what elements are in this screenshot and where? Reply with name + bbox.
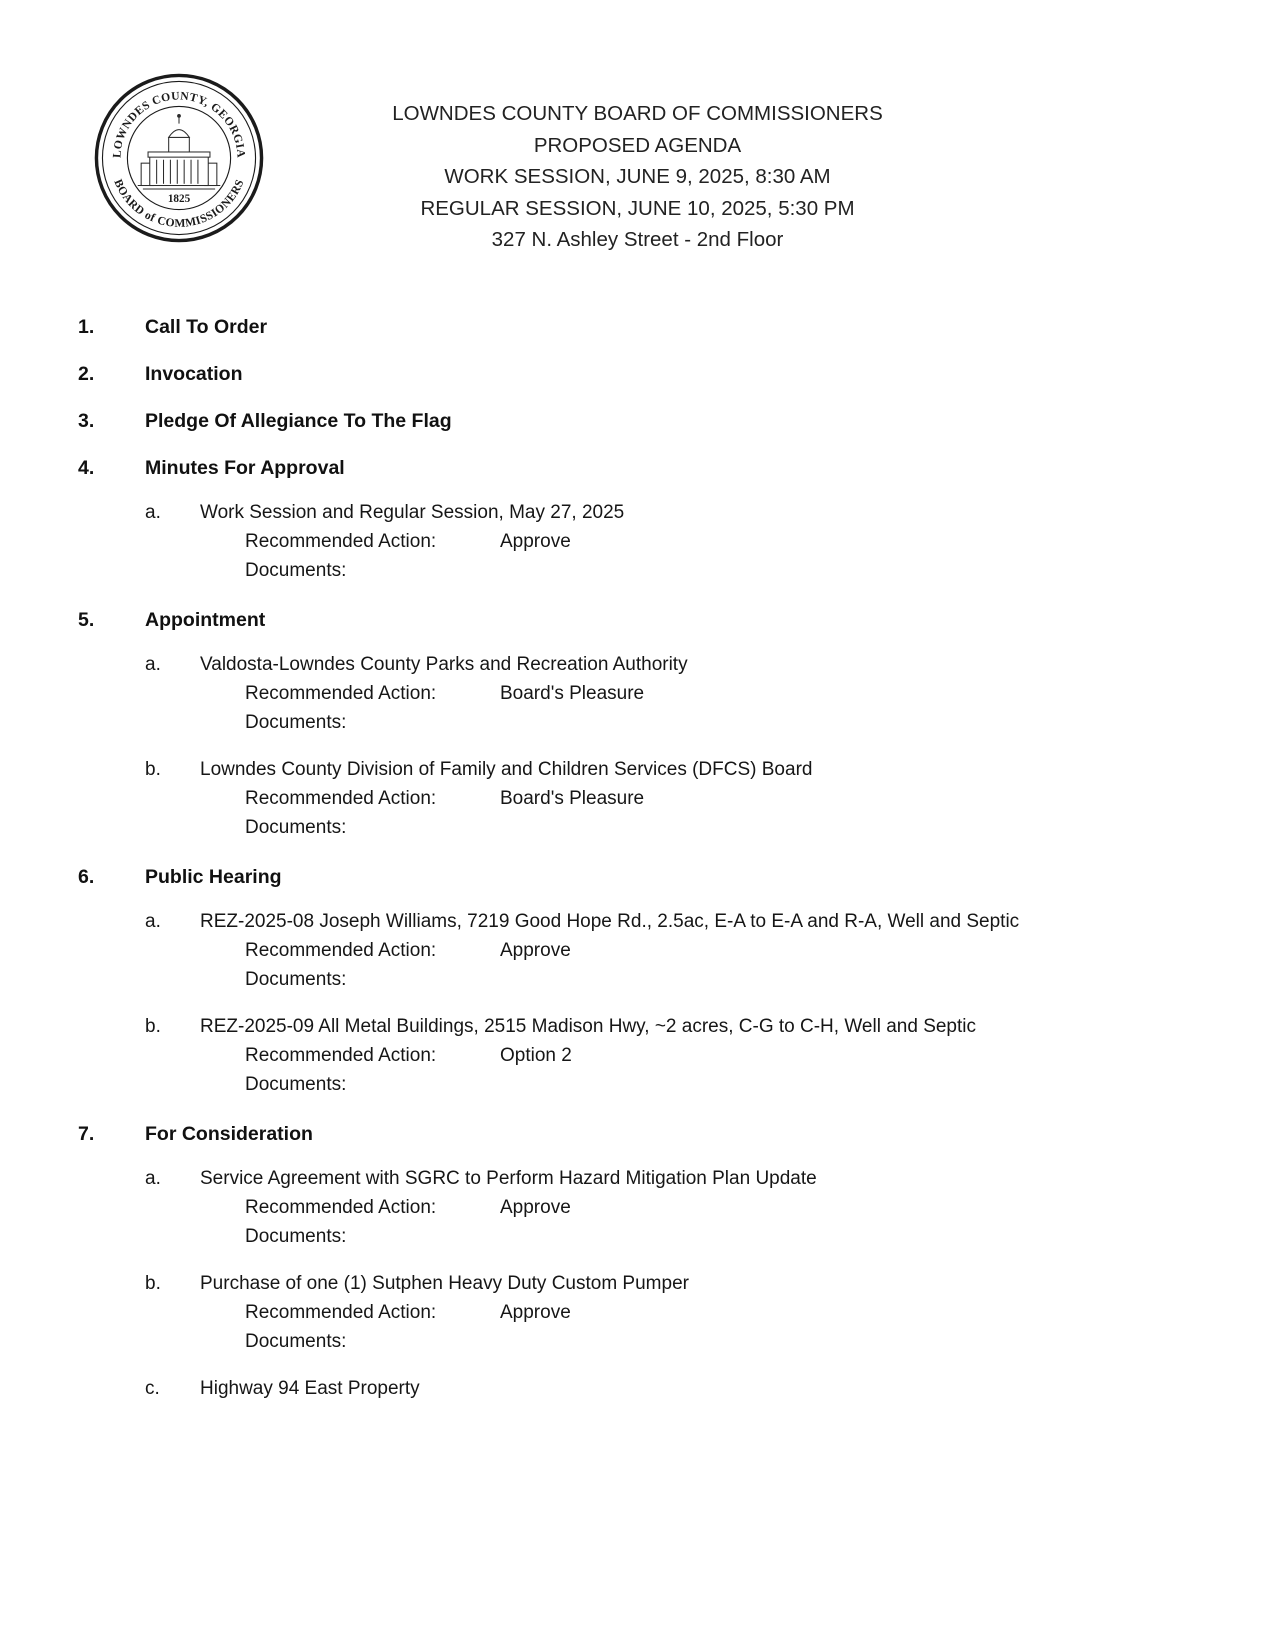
agenda-item xyxy=(78,362,1115,386)
recommended-action-row xyxy=(200,1193,1115,1222)
subitem-letter: b. xyxy=(145,1272,161,1294)
county-seal xyxy=(93,72,265,244)
seal-year: 1825 xyxy=(167,192,191,205)
agenda-subitem xyxy=(145,1164,1115,1251)
item-number: 7. xyxy=(78,1122,95,1145)
recommended-action-label: Recommended Action: xyxy=(245,1301,437,1323)
agenda-body xyxy=(0,256,1275,1403)
agenda-subitem xyxy=(145,1269,1115,1356)
documents-row xyxy=(200,556,1115,585)
recommended-action-value: Board's Pleasure xyxy=(500,787,645,809)
agenda-item xyxy=(78,1122,1115,1146)
documents-row xyxy=(200,1327,1115,1356)
recommended-action-label: Recommended Action: xyxy=(245,1196,437,1218)
recommended-action-row xyxy=(200,936,1115,965)
agenda-item xyxy=(78,456,1115,480)
agenda-item xyxy=(78,865,1115,889)
subitem-letter: a. xyxy=(145,910,161,932)
recommended-action-value: Approve xyxy=(500,1196,571,1218)
recommended-action-label: Recommended Action: xyxy=(245,530,437,552)
header-line: 327 N. Ashley Street - 2nd Floor xyxy=(491,228,784,251)
subitem-letter: b. xyxy=(145,1015,161,1037)
documents-row xyxy=(200,1222,1115,1251)
documents-label: Documents: xyxy=(245,968,347,990)
recommended-action-row xyxy=(200,784,1115,813)
subitem-text: Purchase of one (1) Sutphen Heavy Duty Custom Pumper xyxy=(200,1272,689,1294)
subitem-letter: a. xyxy=(145,653,161,675)
item-number: 6. xyxy=(78,865,95,888)
item-title: Invocation xyxy=(145,362,243,385)
item-number: 5. xyxy=(78,608,95,631)
recommended-action-value: Option 2 xyxy=(500,1044,572,1066)
recommended-action-label: Recommended Action: xyxy=(245,1044,437,1066)
agenda-item xyxy=(78,409,1115,433)
subitem-text: Valdosta-Lowndes County Parks and Recreation Authority xyxy=(200,653,688,675)
recommended-action-row xyxy=(200,1041,1115,1070)
subitem-text: Lowndes County Division of Family and Children Services (DFCS) Board xyxy=(200,758,813,780)
subitem-letter: c. xyxy=(145,1377,160,1399)
subitem-text: Work Session and Regular Session, May 27, 2025 xyxy=(200,501,625,523)
recommended-action-label: Recommended Action: xyxy=(245,682,437,704)
seal-top-text: LOWNDES COUNTY, GEORGIA xyxy=(110,89,248,159)
agenda-subitem xyxy=(145,1374,1115,1403)
documents-row xyxy=(200,1070,1115,1099)
recommended-action-row xyxy=(200,1298,1115,1327)
agenda-subitem xyxy=(145,755,1115,842)
subitem-text: REZ-2025-09 All Metal Buildings, 2515 Madison Hwy, ~2 acres, C-G to C-H, Well and Septic xyxy=(200,1015,976,1037)
agenda-subitem xyxy=(145,907,1115,994)
header-line: LOWNDES COUNTY BOARD OF COMMISSIONERS xyxy=(392,102,883,125)
recommended-action-label: Recommended Action: xyxy=(245,939,437,961)
recommended-action-value: Approve xyxy=(500,1301,571,1323)
documents-row xyxy=(200,813,1115,842)
agenda-subitem xyxy=(145,1012,1115,1099)
header-line: PROPOSED AGENDA xyxy=(533,133,742,157)
item-number: 4. xyxy=(78,456,95,479)
subitem-text: Service Agreement with SGRC to Perform Hazard Mitigation Plan Update xyxy=(200,1167,817,1189)
subitem-text: REZ-2025-08 Joseph Williams, 7219 Good Hope Rd., 2.5ac, E-A to E-A and R-A, Well and Septic xyxy=(200,910,1020,932)
recommended-action-value: Approve xyxy=(500,939,571,961)
county-seal-graphic xyxy=(93,72,265,244)
documents-label: Documents: xyxy=(245,1330,347,1352)
item-title: Call To Order xyxy=(145,315,268,338)
recommended-action-row xyxy=(200,679,1115,708)
documents-label: Documents: xyxy=(245,816,347,838)
item-title: Pledge Of Allegiance To The Flag xyxy=(145,409,452,432)
item-title: Minutes For Approval xyxy=(145,456,345,479)
recommended-action-value: Board's Pleasure xyxy=(500,682,645,704)
item-number: 3. xyxy=(78,409,95,432)
item-number: 2. xyxy=(78,362,95,385)
agenda-item xyxy=(78,608,1115,632)
recommended-action-row xyxy=(200,527,1115,556)
subitem-letter: a. xyxy=(145,1167,161,1189)
documents-row xyxy=(200,708,1115,737)
recommended-action-label: Recommended Action: xyxy=(245,787,437,809)
agenda-subitem xyxy=(145,498,1115,585)
documents-row xyxy=(200,965,1115,994)
documents-label: Documents: xyxy=(245,559,347,581)
header-line: WORK SESSION, JUNE 9, 2025, 8:30 AM xyxy=(444,165,831,188)
item-title: For Consideration xyxy=(145,1122,313,1145)
item-title: Appointment xyxy=(145,608,266,631)
recommended-action-value: Approve xyxy=(500,530,571,552)
header-line: REGULAR SESSION, JUNE 10, 2025, 5:30 PM xyxy=(420,196,855,220)
subitem-text: Highway 94 East Property xyxy=(200,1377,420,1399)
subitem-letter: b. xyxy=(145,758,161,780)
seal-bottom-text: BOARD of COMMISSIONERS xyxy=(111,177,247,230)
agenda-item xyxy=(78,315,1115,339)
documents-label: Documents: xyxy=(245,1073,347,1095)
agenda-subitem xyxy=(145,650,1115,737)
item-number: 1. xyxy=(78,315,95,338)
documents-label: Documents: xyxy=(245,711,347,733)
documents-label: Documents: xyxy=(245,1225,347,1247)
item-title: Public Hearing xyxy=(145,865,282,888)
subitem-letter: a. xyxy=(145,501,161,523)
